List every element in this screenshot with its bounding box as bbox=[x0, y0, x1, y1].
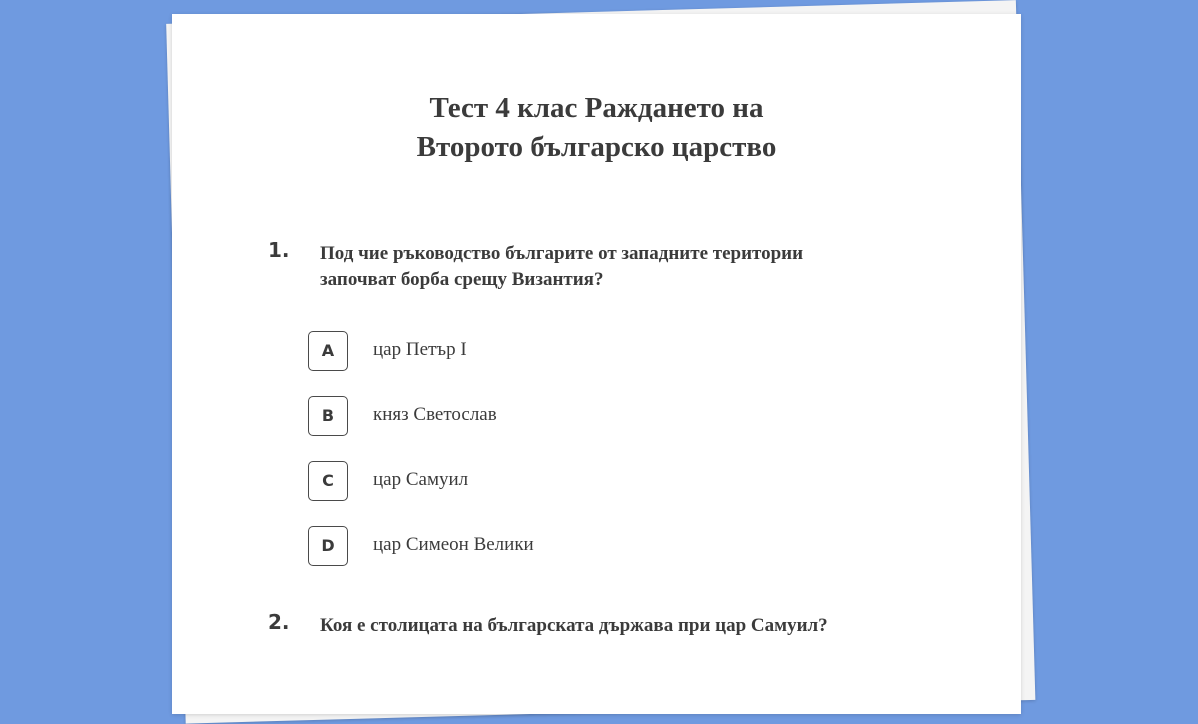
question-text: Коя е столицата на българската държава при цар Самуил? bbox=[320, 615, 828, 636]
answer-text-c[interactable]: цар Самуил bbox=[373, 469, 469, 490]
title-line-2: Второто българско царство bbox=[416, 131, 777, 163]
title-line-1: Тест 4 клас Раждането на bbox=[429, 92, 764, 124]
answer-letter-a[interactable]: A bbox=[308, 331, 348, 371]
answer-letter-d[interactable]: D bbox=[308, 526, 348, 566]
question-number: 1. bbox=[268, 238, 290, 262]
test-sheet bbox=[172, 14, 1021, 714]
question-number: 2. bbox=[268, 610, 290, 634]
answer-letter-b[interactable]: B bbox=[308, 396, 348, 436]
question-text: Под чие ръководство българите от западните територии започват борба срещу Византия? bbox=[320, 243, 804, 290]
answer-text-a[interactable]: цар Петър I bbox=[373, 339, 467, 360]
answer-letter-c[interactable]: C bbox=[308, 461, 348, 501]
page-title bbox=[172, 89, 1021, 167]
answer-text-b[interactable]: княз Светослав bbox=[373, 404, 497, 425]
answer-text-d[interactable]: цар Симеон Велики bbox=[373, 534, 534, 555]
